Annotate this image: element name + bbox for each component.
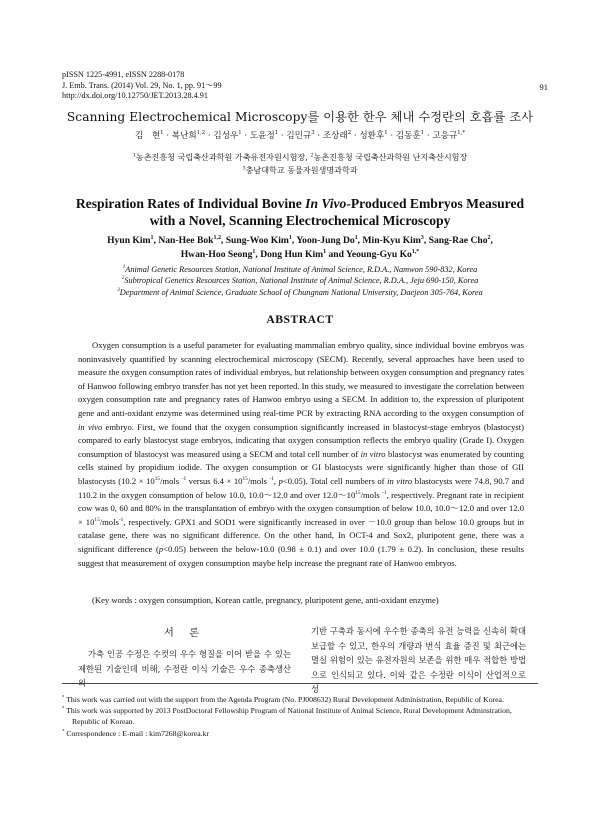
author-affil-mark: 1 <box>323 248 327 255</box>
keywords: (Key words : oxygen consumption, Korean cattle, pregnancy, pluripotent gene, anti-oxidant enzyme) <box>92 595 439 605</box>
author-name: Yoon-Jung Do <box>296 235 355 246</box>
abstract-heading: ABSTRACT <box>266 313 334 326</box>
author-affil-mark: 1 <box>354 234 358 241</box>
page-number: 91 <box>539 82 548 92</box>
issn-line: pISSN 1225-4991, eISSN 2288-0178 <box>62 70 185 79</box>
author-name: 김동훈 <box>395 131 421 141</box>
author-affil-mark: 1 <box>420 130 425 137</box>
intro-right-column: 기반 구축과 동시에 우수한 종축의 유전 능력을 신속히 확대 보급할 수 있고, 한우의 개량과 번식 효율 증진 및 최근에는 멸실 위험이 있는 유전자원의 보존을 위한 매우 적합한 방법으로 인식되고 있다. 이와 같은 수정란 이식이 산업적으로 성 <box>311 626 526 695</box>
author-affil-mark: 1,2 <box>196 130 206 137</box>
intro-heading: 서 론 <box>164 628 205 639</box>
english-affiliations <box>20 264 580 298</box>
author-affil-mark: 1 <box>160 130 164 137</box>
footnote: * Correspondence : E-mail : kim7268@korea.kr <box>62 728 209 738</box>
author-affil-mark: 1 <box>288 234 292 241</box>
author-name: Dong Hun Kim <box>260 248 324 260</box>
author-name: Sang-Rae Cho <box>428 235 488 246</box>
author-name: 김민규 <box>286 131 312 141</box>
author-name: 김성우 <box>213 131 239 141</box>
author-name: 조상래 <box>322 131 348 141</box>
author-affil-mark: 1,* <box>457 130 466 137</box>
author-name: Yeoung-Gyu Ko <box>346 248 412 260</box>
footnote-divider <box>62 683 538 684</box>
english-title: Respiration Rates of Individual Bovine In Vivo-Produced Embryos Measured with a Novel, Scanning Electrochemical Microscopy <box>75 196 525 228</box>
author-name: 고응규 <box>432 131 458 141</box>
journal-citation: J. Emb. Trans. (2014) Vol. 29, No. 1, pp. 91～99 <box>62 80 222 90</box>
doi-link[interactable]: http://dx.doi.org/10.12750/JET.2013.28.4.91 <box>62 91 208 100</box>
author-affil-mark: 1 <box>384 130 388 137</box>
english-affil-line: $^1$Animal Genetic Resources Station, National Institute of Animal Science, R.D.A., Namwon 590-832, Korea <box>122 264 478 274</box>
korean-affil-line: $^3$충남대학교 동물자원생명과학과 <box>242 165 358 175</box>
footnotes <box>62 694 540 739</box>
author-affil-mark: 1 <box>238 130 242 137</box>
footnote: * This work was supported by 2013 PostDoctoral Fellowship Program of National Institute of Animal Science, Rural Development Adminstration, Republic of Korean. <box>62 706 512 727</box>
footnote: * This work was carried out with the support from the Agenda Program (No. PJ008632) Rural Development Administration, Republic of Korea. <box>62 695 504 704</box>
author-affil-mark: 1 <box>252 248 256 255</box>
korean-author-list: 김 현$^1$ · 복난희$^{1,2}$ · 김성우$^1$ · 도윤정$^1$ · 김민규$^3$ · 조상래$^2$ · 성환후$^1$ · 김동훈$^1$ · 고응규$^{1,*}$ <box>134 130 466 141</box>
english-affil-line: $^3$Department of Animal Science, Graduate School of Chungnam National University, Daejeon 305-764, Korea <box>117 286 483 297</box>
author-name: 성환후 <box>359 131 385 141</box>
author-name: 도윤정 <box>249 131 275 141</box>
author-affil-mark: 1,2 <box>213 234 221 241</box>
author-name: Hwan-Hoo Seong <box>180 248 253 260</box>
author-affil-mark: 1 <box>150 234 154 241</box>
intro-paragraph: 가축 인공 수정은 수컷의 우수 형질을 이어 받을 수 있는 제한된 기술인데 비해, 수정란 이식 기술은 우수 종축생산의 <box>78 649 291 689</box>
abstract-body: Oxygen consumption is a useful parameter for evaluating mammalian embryo quality, since individual bovine embryos was noninvasively quantified by scanning electrochemical microscopy (SECM). Recently, several approaches have been used to measure the oxygen consumption rates of individual embryos, but relationship between oxygen consumption and pregnancy rates of Hanwoo following embryo transfer has not yet been reported. In this study, we measured to investigate the correlation between oxygen consumption rate and pregnancy rates of Hanwoo embryo using a SECM. In addition to, the expression of pluripotent gene and anti-oxidant enzyme was determined using real-time PCR by extracting RNA according to the oxygen consumption of in vivo embryo. First, we found that the oxygen consumption significantly increased in blastocyst-stage embryos (blastocyst) compared to early blastocyst stage embryos, indicating that oxygen consumption reflects the embryo quality (Grade I). Oxygen consumption of blastocyst was measured using a SECM and total cell number of in vitro blastocyst was enumerated by counting cells stained by propidium iodide. The oxygen consumption or GI blastocysts were significantly higher than those of GII blastocysts ($10.2 \times 10^{15}$/mols $^{-1}$ versus $6.4 \times 10^{15}$/mols $^{-1}$, p<0.05). Total cell numbers of in vitro blastocysts were 74.8, 90.7 and 110.2 in the oxygen consumption of below 10.0, 10.0～12.0 and over $12.0\sim 10^{15}$/mols $^{-1}$, respectively. Pregnant rate in recipient cow was 0, 60 and 80% in the transplantation of embryo with the oxygen consumption of below 10.0, 10.0～12.0 and over $12.0 \times 10^{15}/mols^{-1}$, respectively. GPX1 and SOD1 were significantly increased in over －10.0 group than below 10.0 groups but in catalase gene, there was no significant difference. On the other hand, In OCT-4 and Sox2, pluripotent gene, there was a significant difference (p<0.05) between the below-10.0 (0.98 ± 0.1) and over 10.0 (1.79 ± 0.2). In conclusion, these results suggest that measurement of oxygen consumption maybe help increase the pregnant rate of Hanwoo embryos. <box>78 340 525 568</box>
author-affil-mark: 3 <box>311 130 315 137</box>
author-affil-mark: 3 <box>420 234 424 241</box>
english-author-list: Hyun Kim$^1$, Nan-Hee Bok$^{1,2}$, Sung-Woo Kim$^1$, Yoon-Jung Do$^1$, Min-Kyu Kim$^3$, Sang-Rae Cho$^2$, Hwan-Hoo Seong$^1$, Dong Hun Kim$^1$ and Yeoung-Gyu $Ko^{1,*}$ <box>107 234 493 260</box>
author-affil-mark: 2 <box>347 130 352 137</box>
author-name: 김 현 <box>134 131 161 141</box>
author-affil-mark: 1 <box>274 130 279 137</box>
author-affil-mark: 1,* <box>411 248 420 255</box>
korean-affiliations <box>0 151 600 177</box>
english-affil-line: $^2$Subtropical Genetics Resources Station, National Institute of Animal Science, R.D.A., Jeju 690-150, Korea <box>121 275 479 286</box>
intro-left-column <box>78 624 291 691</box>
author-name: 복난희 <box>171 131 197 141</box>
author-affil-mark: 2 <box>487 234 491 241</box>
korean-title: Scanning Electrochemical Microscopy를 이용한 한우 체내 수정란의 호흡률 조사 <box>66 110 534 124</box>
author-name: Nan-Hee Bok <box>158 235 214 246</box>
journal-meta <box>62 70 222 102</box>
author-name: Min-Kyu Kim <box>362 235 421 246</box>
author-name: Sung-Woo Kim <box>225 235 289 246</box>
korean-affil-line: $^1$농촌진흥청 국립축산과학원 가축유전자원시험장, $^2$농촌진흥청 국립축산과학원 난지축산시험장 <box>132 152 468 162</box>
author-name: Hyun Kim <box>107 235 151 246</box>
